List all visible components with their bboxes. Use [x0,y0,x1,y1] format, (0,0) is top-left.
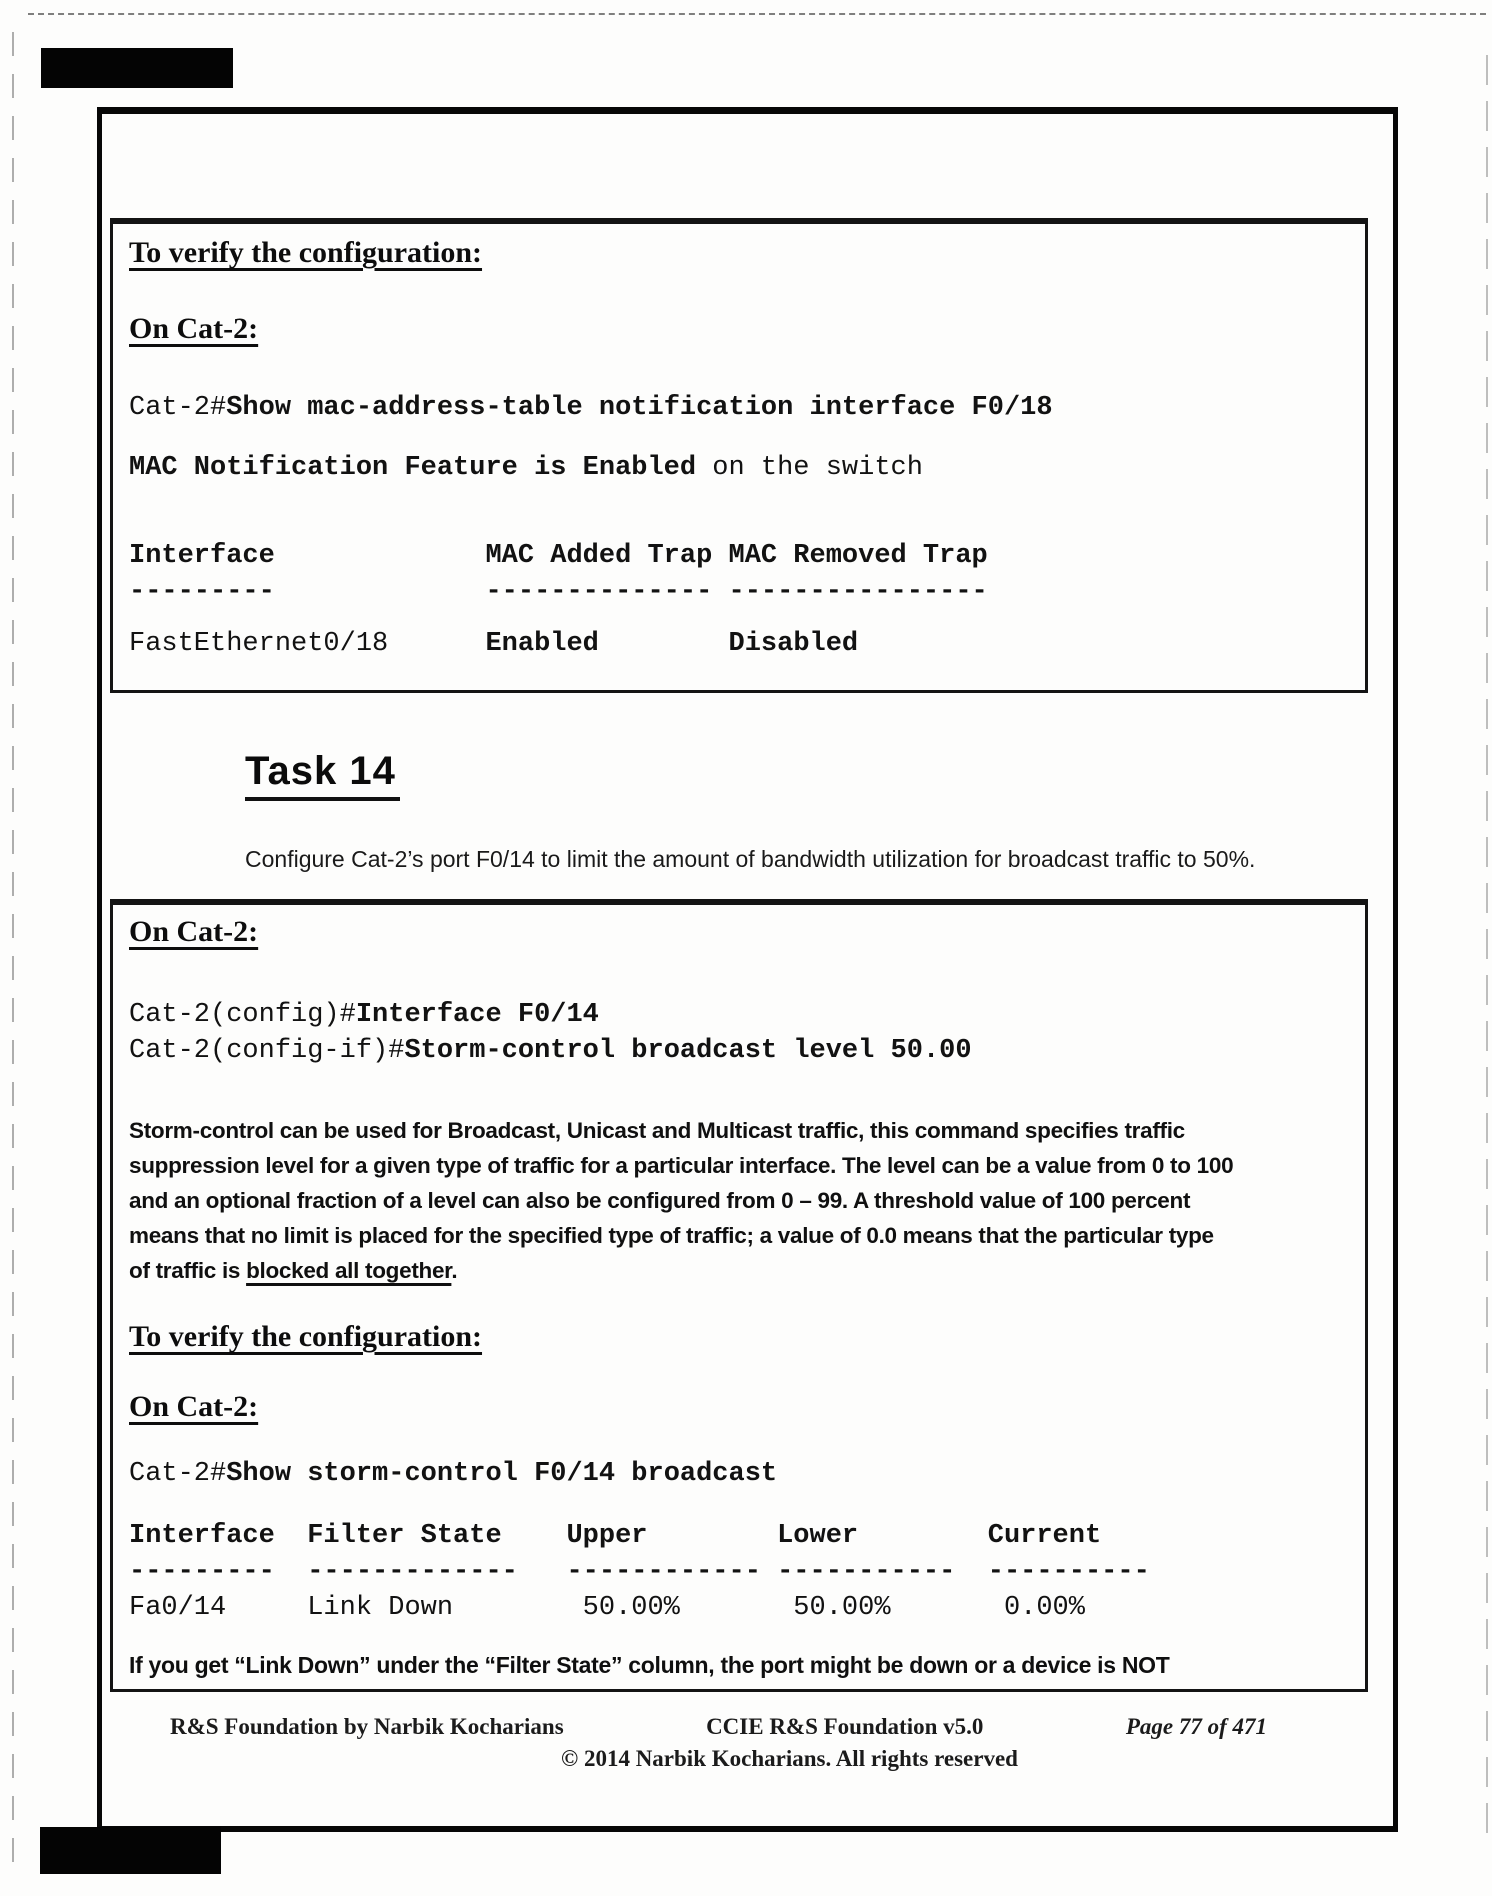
device-heading-3: On Cat-2: [129,1390,259,1423]
cli-mac-notification [129,390,1345,662]
scan-dashed-line-top [28,13,1486,15]
task-section [245,749,1393,801]
cli-line-config-1 [129,997,1345,1033]
mac-table-underline: --------- -------------- ---------------- [129,577,988,607]
row-gap [599,629,729,659]
device-heading: On Cat-2: [129,312,259,345]
verify-heading: To verify the configuration: [129,236,483,269]
storm-control-config-box [110,899,1368,1692]
cli-config [129,997,1345,1069]
status-rest: on the switch [696,453,923,483]
footer-left: R&S Foundation by Narbik Kocharians [170,1714,564,1739]
link-down-warning: If you get “Link Down” under the “Filter State” column, the port might be down or a device is NOT [129,1652,1170,1678]
cli-blank-line [129,426,1345,450]
task-description: Configure Cat-2’s port F0/14 to limit the amount of bandwidth utilization for broadcast traffic to 50%. [245,846,1256,872]
cli-line-status [129,450,1345,486]
page-footer [102,1714,1393,1772]
mac-notification-output-box [110,218,1368,693]
footer-copyright: © 2014 Narbik Kocharians. All rights reserved [561,1746,1018,1771]
storm-table-row: Fa0/14 Link Down 50.00% 50.00% 0.00% [129,1593,1085,1623]
note-line: and an optional fraction of a level can also be configured from 0 – 99. A threshold value of 100 percent [129,1188,1191,1213]
device-heading-2: On Cat-2: [129,915,259,948]
note-line: Storm-control can be used for Broadcast, Unicast and Multicast traffic, this command specifies traffic [129,1118,1185,1143]
mac-table-header: Interface MAC Added Trap MAC Removed Trap [129,541,988,571]
cli-command-text: Storm-control broadcast level 50.00 [404,1036,972,1066]
cli-blank-line [129,610,1345,626]
cli-blank-line [129,486,1345,538]
cli-command-text: Show mac-address-table notification interface F0/18 [226,393,1053,423]
footer-center: CCIE R&S Foundation v5.0 [706,1714,984,1739]
footer-page-indicator: Page 77 of 471 [1125,1714,1267,1739]
task-title: Task 14 [245,749,400,801]
cli-command-text: Show storm-control F0/14 broadcast [226,1459,778,1489]
row-added-trap: Enabled [485,629,599,659]
row-interface: FastEthernet0/18 [129,629,486,659]
storm-table-header: Interface Filter State Upper Lower Current [129,1521,1102,1551]
scan-line-left [12,32,14,1876]
footer-row [102,1714,1393,1740]
note-line-last: of traffic is blocked all together. [129,1258,458,1283]
cli-line-command [129,390,1345,426]
cli-prompt: Cat-2(config)# [129,1000,356,1030]
page-frame [97,107,1398,1832]
cli-line-show-command [129,1456,1345,1492]
scan-line-right [1486,55,1488,1845]
cli-show-storm [129,1456,1345,1626]
verify-heading-2: To verify the configuration: [129,1320,483,1353]
redaction-block-bottom [40,1827,221,1874]
cli-prompt: Cat-2(config-if)# [129,1036,405,1066]
status-bold: MAC Notification Feature is Enabled [129,453,697,483]
note-line: means that no limit is placed for the specified type of traffic; a value of 0.0 means that the particular type [129,1223,1214,1248]
cli-prompt: Cat-2# [129,1459,227,1489]
note-underlined-phrase: blocked all together [246,1258,452,1283]
cli-line-config-2 [129,1033,1345,1069]
cli-blank-line [129,1492,1345,1518]
mac-table-row [129,626,1345,662]
storm-table-underline: --------- ------------- ------------ ----------- ---------- [129,1557,1150,1587]
redaction-block-top [41,48,233,88]
row-removed-trap: Disabled [728,629,859,659]
note-line: suppression level for a given type of traffic for a particular interface. The level can be a value from 0 to 100 [129,1153,1234,1178]
cli-command-text: Interface F0/14 [355,1000,599,1030]
storm-control-note [129,1113,1345,1288]
cli-prompt: Cat-2# [129,393,227,423]
